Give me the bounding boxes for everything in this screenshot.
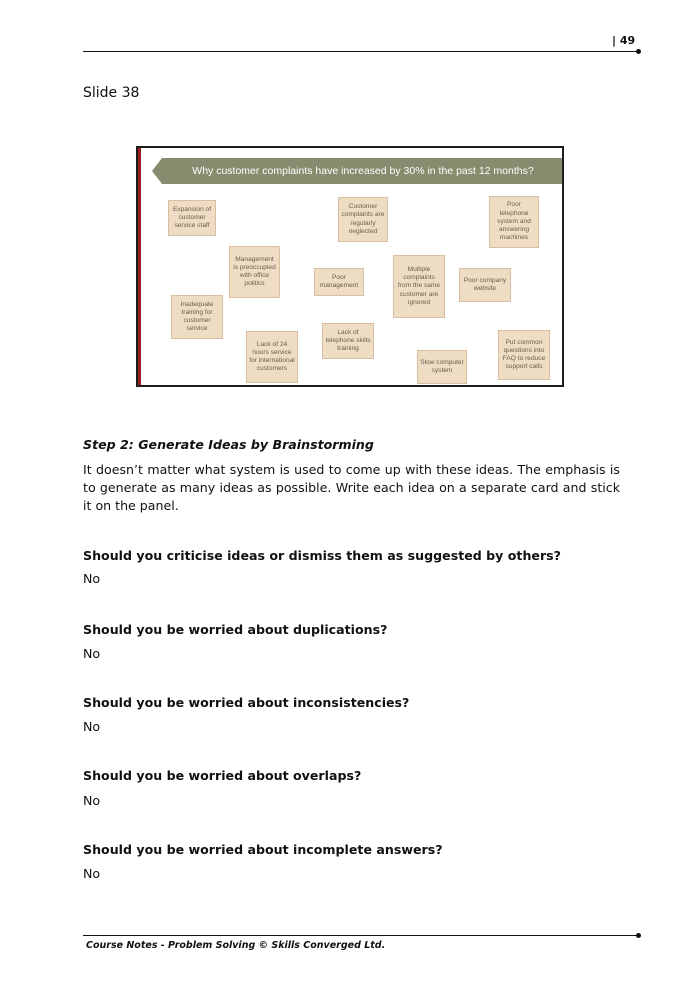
footer-rule-dot [636, 933, 641, 938]
answer: No [83, 571, 101, 586]
answer: No [83, 866, 101, 881]
slide-banner-arrow [152, 158, 162, 184]
section-paragraph: It doesn’t matter what system is used to come up with these ideas. The emphasis is to generate as many ideas as possible. Write each idea on a separate card and stick it on the panel. [83, 462, 620, 513]
idea-card: Customer complaints are regularly neglected [338, 197, 388, 242]
header-rule-dot [636, 49, 641, 54]
slide-title: Why customer complaints have increased by 30% in the past 12 months? [162, 158, 564, 184]
idea-card: Slow computer system [417, 350, 467, 384]
idea-card: Lack of 24 hours service for international customers [246, 331, 298, 383]
idea-card: Poor management [314, 268, 364, 296]
answer: No [83, 793, 101, 808]
footer-rule [83, 935, 638, 936]
slide-accent-bar [138, 148, 141, 385]
question: Should you be worried about inconsistencies? [83, 695, 410, 710]
question: Should you be worried about incomplete answers? [83, 842, 443, 857]
slide-label: Slide 38 [83, 85, 140, 101]
footer-text: Course Notes - Problem Solving © Skills Converged Ltd. [86, 940, 386, 951]
section-heading: Step 2: Generate Ideas by Brainstorming [83, 437, 374, 452]
slide-image [136, 146, 564, 387]
header-rule [83, 51, 638, 52]
idea-card: Lack of telephone skills training [322, 323, 374, 359]
idea-card: Poor company website [459, 268, 511, 302]
question: Should you be worried about overlaps? [83, 768, 362, 783]
idea-card: Inadequate training for customer service [171, 295, 223, 339]
answer: No [83, 719, 101, 734]
idea-card: Multiple complaints from the same customer are ignored [393, 255, 445, 318]
idea-card: Put common questions into FAQ to reduce support calls [498, 330, 550, 380]
answer: No [83, 646, 101, 661]
page-number: | 49 [612, 34, 636, 47]
idea-card: Poor telephone system and answering machines [489, 196, 539, 248]
question: Should you be worried about duplications? [83, 622, 388, 637]
idea-card: Expansion of customer service staff [168, 200, 216, 236]
question: Should you criticise ideas or dismiss them as suggested by others? [83, 548, 561, 563]
idea-card: Management is preoccupied with office politics [229, 246, 280, 298]
